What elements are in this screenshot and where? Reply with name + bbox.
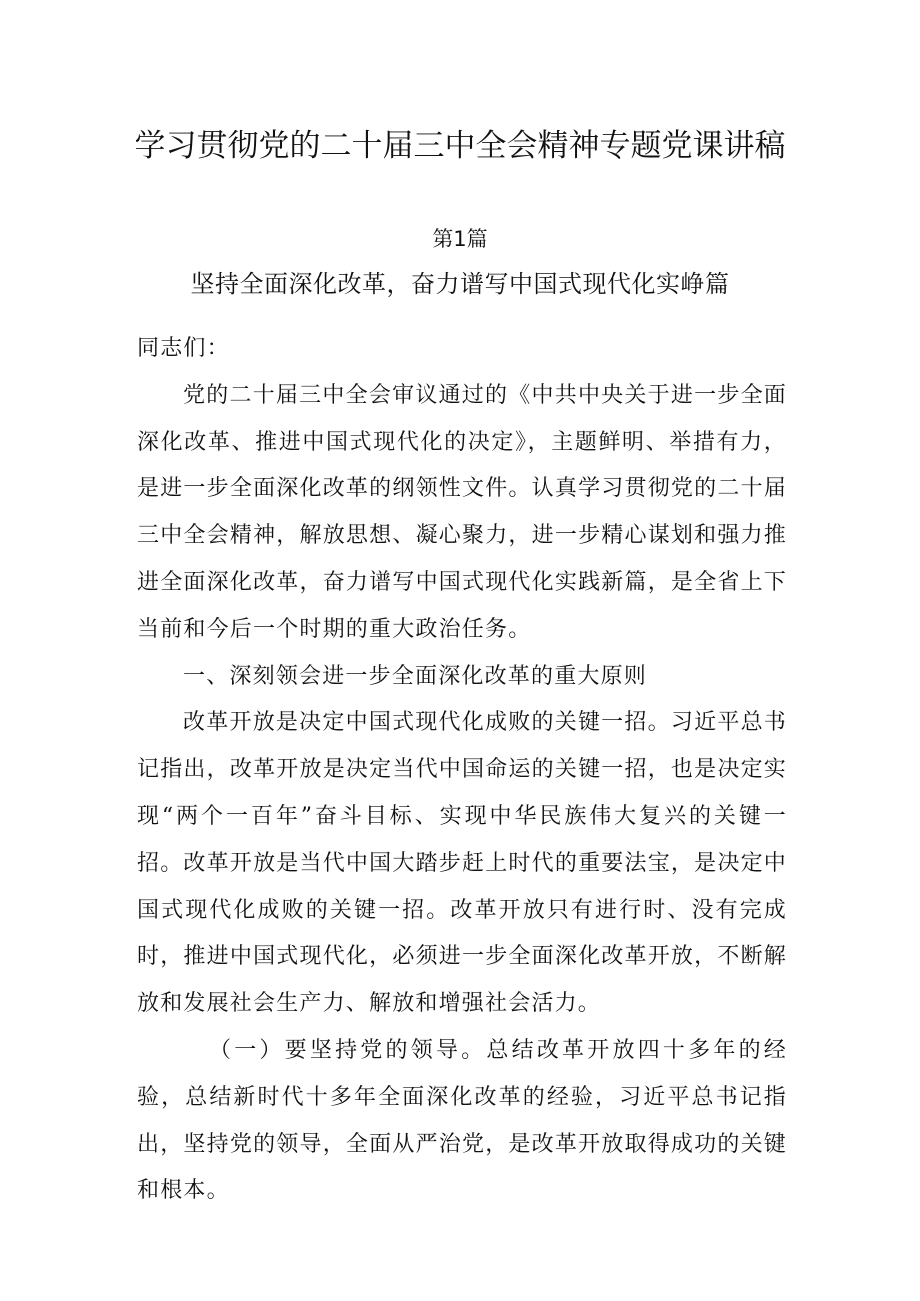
document-title: 学习贯彻党的二十届三中全会精神专题党课讲稿	[134, 128, 786, 164]
section-one-paragraph: 改革开放是决定中国式现代化成败的关键一招。习近平总书记指出，改革开放是决定当代中国命运的关键一招，也是决定实现“两个一百年”奋斗目标、实现中华民族伟大复兴的关键一招。改革开放是当代中国大踏步赶上时代的重要法宝，是决定中国式现代化成败的关键一招。改革开放只有进行时、没有完成时，推进中国式现代化，必须进一步全面深化改革开放，不断解放和发展社会生产力、解放和增强社会活力。	[137, 710, 787, 1017]
part-label: 第1篇	[432, 227, 488, 251]
subsection-one-paragraph: （一）要坚持党的领导。总结改革开放四十多年的经验，总结新时代十多年全面深化改革的经验，习近平总书记指出，坚持党的领导，全面从严治党，是改革开放取得成功的关键和根本。	[137, 1037, 787, 1204]
document-body	[137, 326, 787, 1215]
greeting: 同志们：	[137, 336, 230, 361]
intro-paragraph: 党的二十届三中全会审议通过的《中共中央关于进一步全面深化改革、推进中国式现代化的决定》，主题鲜明、举措有力，是进一步全面深化改革的纲领性文件。认真学习贯彻党的二十届三中全会精神，解放思想、凝心聚力，进一步精心谋划和强力推进全面深化改革，奋力谱写中国式现代化实践新篇，是全省上下当前和今后一个时期的重大政治任务。	[137, 382, 787, 642]
section-heading-one: 一、深刻领会进一步全面深化改革的重大原则	[183, 663, 648, 689]
speech-subtitle: 坚持全面深化改革，奋力谱写中国式现代化实峥篇	[190, 270, 730, 298]
